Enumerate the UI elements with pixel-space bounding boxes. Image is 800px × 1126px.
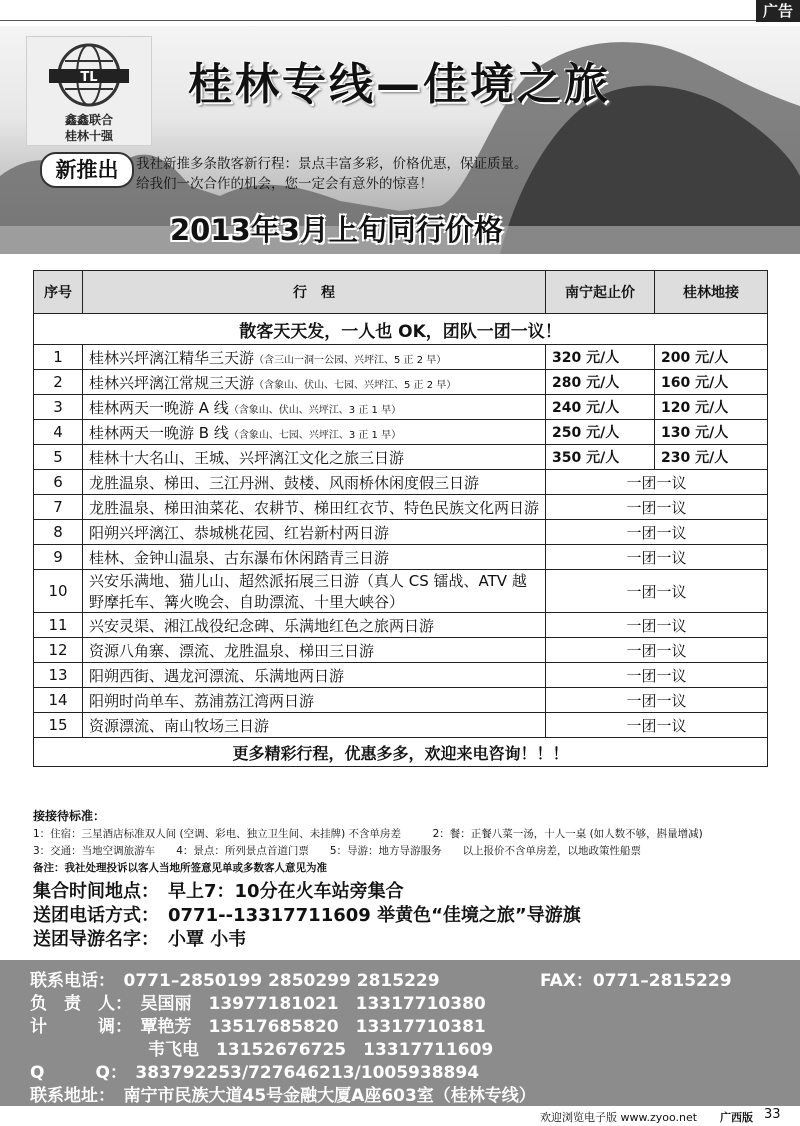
row-route: 阳朔西街、遇龙河漂流、乐满地两日游	[83, 663, 546, 688]
row-no: 7	[34, 495, 83, 520]
footer-url: 欢迎浏览电子版 www.zyoo.net	[540, 1111, 698, 1124]
table-footer: 更多精彩行程，优惠多多，欢迎来电咨询！！！	[34, 738, 768, 767]
row-price-guilin: 120 元/人	[655, 395, 768, 420]
row-price-guilin: 160 元/人	[655, 370, 768, 395]
contact-qq: Q Q： 383792253/727646213/1005938894	[30, 1063, 480, 1083]
row-price: 一团一议	[546, 470, 768, 495]
row-route: 兴安灵渠、湘江战役纪念碑、乐满地红色之旅两日游	[83, 613, 546, 638]
table-banner: 散客天天发，一人也 OK，团队一团一议！	[34, 314, 768, 345]
contact-boss: 负 责 人： 吴国丽 13977181021 13317710380	[30, 994, 486, 1014]
table-row	[34, 570, 768, 613]
top-rule	[0, 20, 756, 21]
price-subtitle: 2013年3月上旬同行价格	[170, 213, 503, 247]
row-price: 一团一议	[546, 495, 768, 520]
meet-time: 集合时间地点： 早上7：10分在火车站旁集合	[33, 881, 404, 902]
route-note: （含象山、伏山、七园、兴坪江、5 正 2 早）	[254, 379, 457, 391]
new-badge: 新推出	[40, 152, 134, 188]
table-header	[34, 271, 768, 314]
row-route: 兴安乐满地、猫儿山、超然派拓展三日游（真人 CS 镭战、ATV 越野摩托车、篝火晚会、自助漂流、十里大峡谷）	[83, 570, 546, 613]
route-text: 桂林两天一晚游 A 线	[89, 398, 229, 417]
table-row	[34, 495, 768, 520]
row-price: 一团一议	[546, 713, 768, 738]
meeting-info	[33, 880, 581, 952]
row-price: 一团一议	[546, 638, 768, 663]
row-no: 1	[34, 345, 83, 370]
row-route: 阳朔兴坪漓江、恭城桃花园、红岩新村两日游	[83, 520, 546, 545]
contact-tel: 联系电话： 0771–2850199 2850299 2815229	[30, 971, 440, 991]
table-row	[34, 345, 768, 370]
standard-transport: 3：交通：当地空调旅游车	[33, 845, 156, 857]
row-price: 一团一议	[546, 545, 768, 570]
table-row	[34, 395, 768, 420]
route-note: （含三山一洞一公园、兴坪江、5 正 2 早）	[254, 354, 447, 366]
row-route	[83, 395, 546, 420]
contact-planner: 计 调： 覃艳芳 13517685820 13317710381	[30, 1017, 486, 1037]
col-route: 行 程	[83, 271, 546, 314]
row-price-guilin: 130 元/人	[655, 420, 768, 445]
table-row	[34, 545, 768, 570]
row-price-nanning: 240 元/人	[546, 395, 655, 420]
table-row	[34, 520, 768, 545]
row-no: 15	[34, 713, 83, 738]
row-route	[83, 445, 546, 470]
logo-line2: 桂林十强	[64, 129, 113, 143]
row-route: 资源漂流、南山牧场三日游	[83, 713, 546, 738]
table-row	[34, 663, 768, 688]
route-note: （含象山、伏山、兴坪江、3 正 1 早）	[228, 404, 402, 416]
col-no: 序号	[34, 271, 83, 314]
row-price-nanning: 280 元/人	[546, 370, 655, 395]
svg-text:TL: TL	[80, 70, 98, 85]
row-no: 8	[34, 520, 83, 545]
row-price-guilin: 200 元/人	[655, 345, 768, 370]
standard-lodging: 1：住宿：三星酒店标准双人间 (空调、彩电、独立卫生间、未挂牌) 不含单房差	[33, 828, 402, 840]
row-no: 12	[34, 638, 83, 663]
contact-panel	[0, 960, 800, 1106]
table-row	[34, 613, 768, 638]
row-route	[83, 345, 546, 370]
row-route	[83, 370, 546, 395]
contact-address: 联系地址： 南宁市民族大道45号金融大厦A座603室（桂林专线）	[30, 1086, 536, 1106]
row-no: 2	[34, 370, 83, 395]
service-standards	[33, 808, 793, 877]
row-price-nanning: 350 元/人	[546, 445, 655, 470]
contact-fax: FAX：0771–2815229	[540, 971, 732, 991]
page-number: 33	[764, 1107, 781, 1122]
row-price: 一团一议	[546, 570, 768, 613]
footer-brand: 广西版	[720, 1111, 753, 1124]
table-row	[34, 445, 768, 470]
row-price: 一团一议	[546, 688, 768, 713]
page-footer	[0, 1106, 800, 1126]
route-text: 桂林十大名山、王城、兴坪漓江文化之旅三日游	[89, 448, 405, 467]
price-table	[33, 270, 768, 767]
route-text: 桂林两天一晚游 B 线	[89, 423, 229, 442]
table-banner-row	[34, 314, 768, 345]
table-row	[34, 638, 768, 663]
row-no: 3	[34, 395, 83, 420]
row-no: 4	[34, 420, 83, 445]
standard-note: 以上报价不含单房差，以地政策性船票	[462, 845, 642, 857]
row-no: 6	[34, 470, 83, 495]
row-no: 11	[34, 613, 83, 638]
intro-text	[136, 154, 596, 194]
company-logo	[26, 36, 152, 146]
table-row	[34, 688, 768, 713]
row-price-guilin: 230 元/人	[655, 445, 768, 470]
row-price: 一团一议	[546, 663, 768, 688]
row-price-nanning: 320 元/人	[546, 345, 655, 370]
table-row	[34, 370, 768, 395]
row-no: 9	[34, 545, 83, 570]
intro-line1: 我社新推多条散客新行程：景点丰富多彩，价格优惠，保证质量。	[136, 156, 528, 172]
row-route: 桂林、金钟山温泉、古东瀑布休闲踏青三日游	[83, 545, 546, 570]
row-no: 14	[34, 688, 83, 713]
table-row	[34, 713, 768, 738]
table-footer-row	[34, 738, 768, 767]
table-row	[34, 420, 768, 445]
page-title: 桂林专线—佳境之旅	[188, 59, 611, 110]
standard-guide: 5：导游：地方导游服务	[329, 845, 442, 857]
row-price: 一团一议	[546, 613, 768, 638]
standard-sights: 4：景点：所列景点首道门票	[176, 845, 309, 857]
row-route: 资源八角寨、漂流、龙胜温泉、梯田三日游	[83, 638, 546, 663]
contact-planner2: 韦飞电 13152676725 13317711609	[148, 1040, 494, 1060]
row-no: 10	[34, 570, 83, 613]
col-nanning: 南宁起止价	[546, 271, 655, 314]
row-price: 一团一议	[546, 520, 768, 545]
header-banner	[0, 26, 800, 254]
logo-line1: 鑫鑫联合	[64, 113, 113, 127]
route-text: 桂林兴坪漓江常规三天游	[89, 373, 255, 392]
meet-guide: 送团导游名字： 小覃 小韦	[33, 929, 247, 950]
row-no: 5	[34, 445, 83, 470]
standard-meals: 2：餐：正餐八菜一汤，十人一桌 (如人数不够，斟量增减)	[432, 828, 703, 840]
globe-logo-icon	[47, 41, 131, 111]
row-price-nanning: 250 元/人	[546, 420, 655, 445]
col-guilin: 桂林地接	[655, 271, 768, 314]
ad-tag: 广告	[756, 0, 800, 22]
row-route: 龙胜温泉、梯田、三江丹洲、鼓楼、风雨桥休闲度假三日游	[83, 470, 546, 495]
row-route: 龙胜温泉、梯田油菜花、农耕节、梯田红衣节、特色民族文化两日游	[83, 495, 546, 520]
row-route: 阳朔时尚单车、荔浦荔江湾两日游	[83, 688, 546, 713]
route-note: （含象山、七园、兴坪江、3 正 1 早）	[228, 429, 402, 441]
row-route	[83, 420, 546, 445]
meet-phone: 送团电话方式： 0771--13317711609 举黄色“佳境之旅”导游旗	[33, 905, 581, 926]
standards-title: 接接待标准：	[33, 809, 106, 823]
row-no: 13	[34, 663, 83, 688]
table-row	[34, 470, 768, 495]
intro-line2: 给我们一次合作的机会，您一定会有意外的惊喜！	[136, 176, 433, 192]
route-text: 桂林兴坪漓江精华三天游	[89, 348, 255, 367]
complaint-note: 备注：我社处理投诉以客人当地所签意见单或多数客人意见为准	[33, 862, 327, 874]
